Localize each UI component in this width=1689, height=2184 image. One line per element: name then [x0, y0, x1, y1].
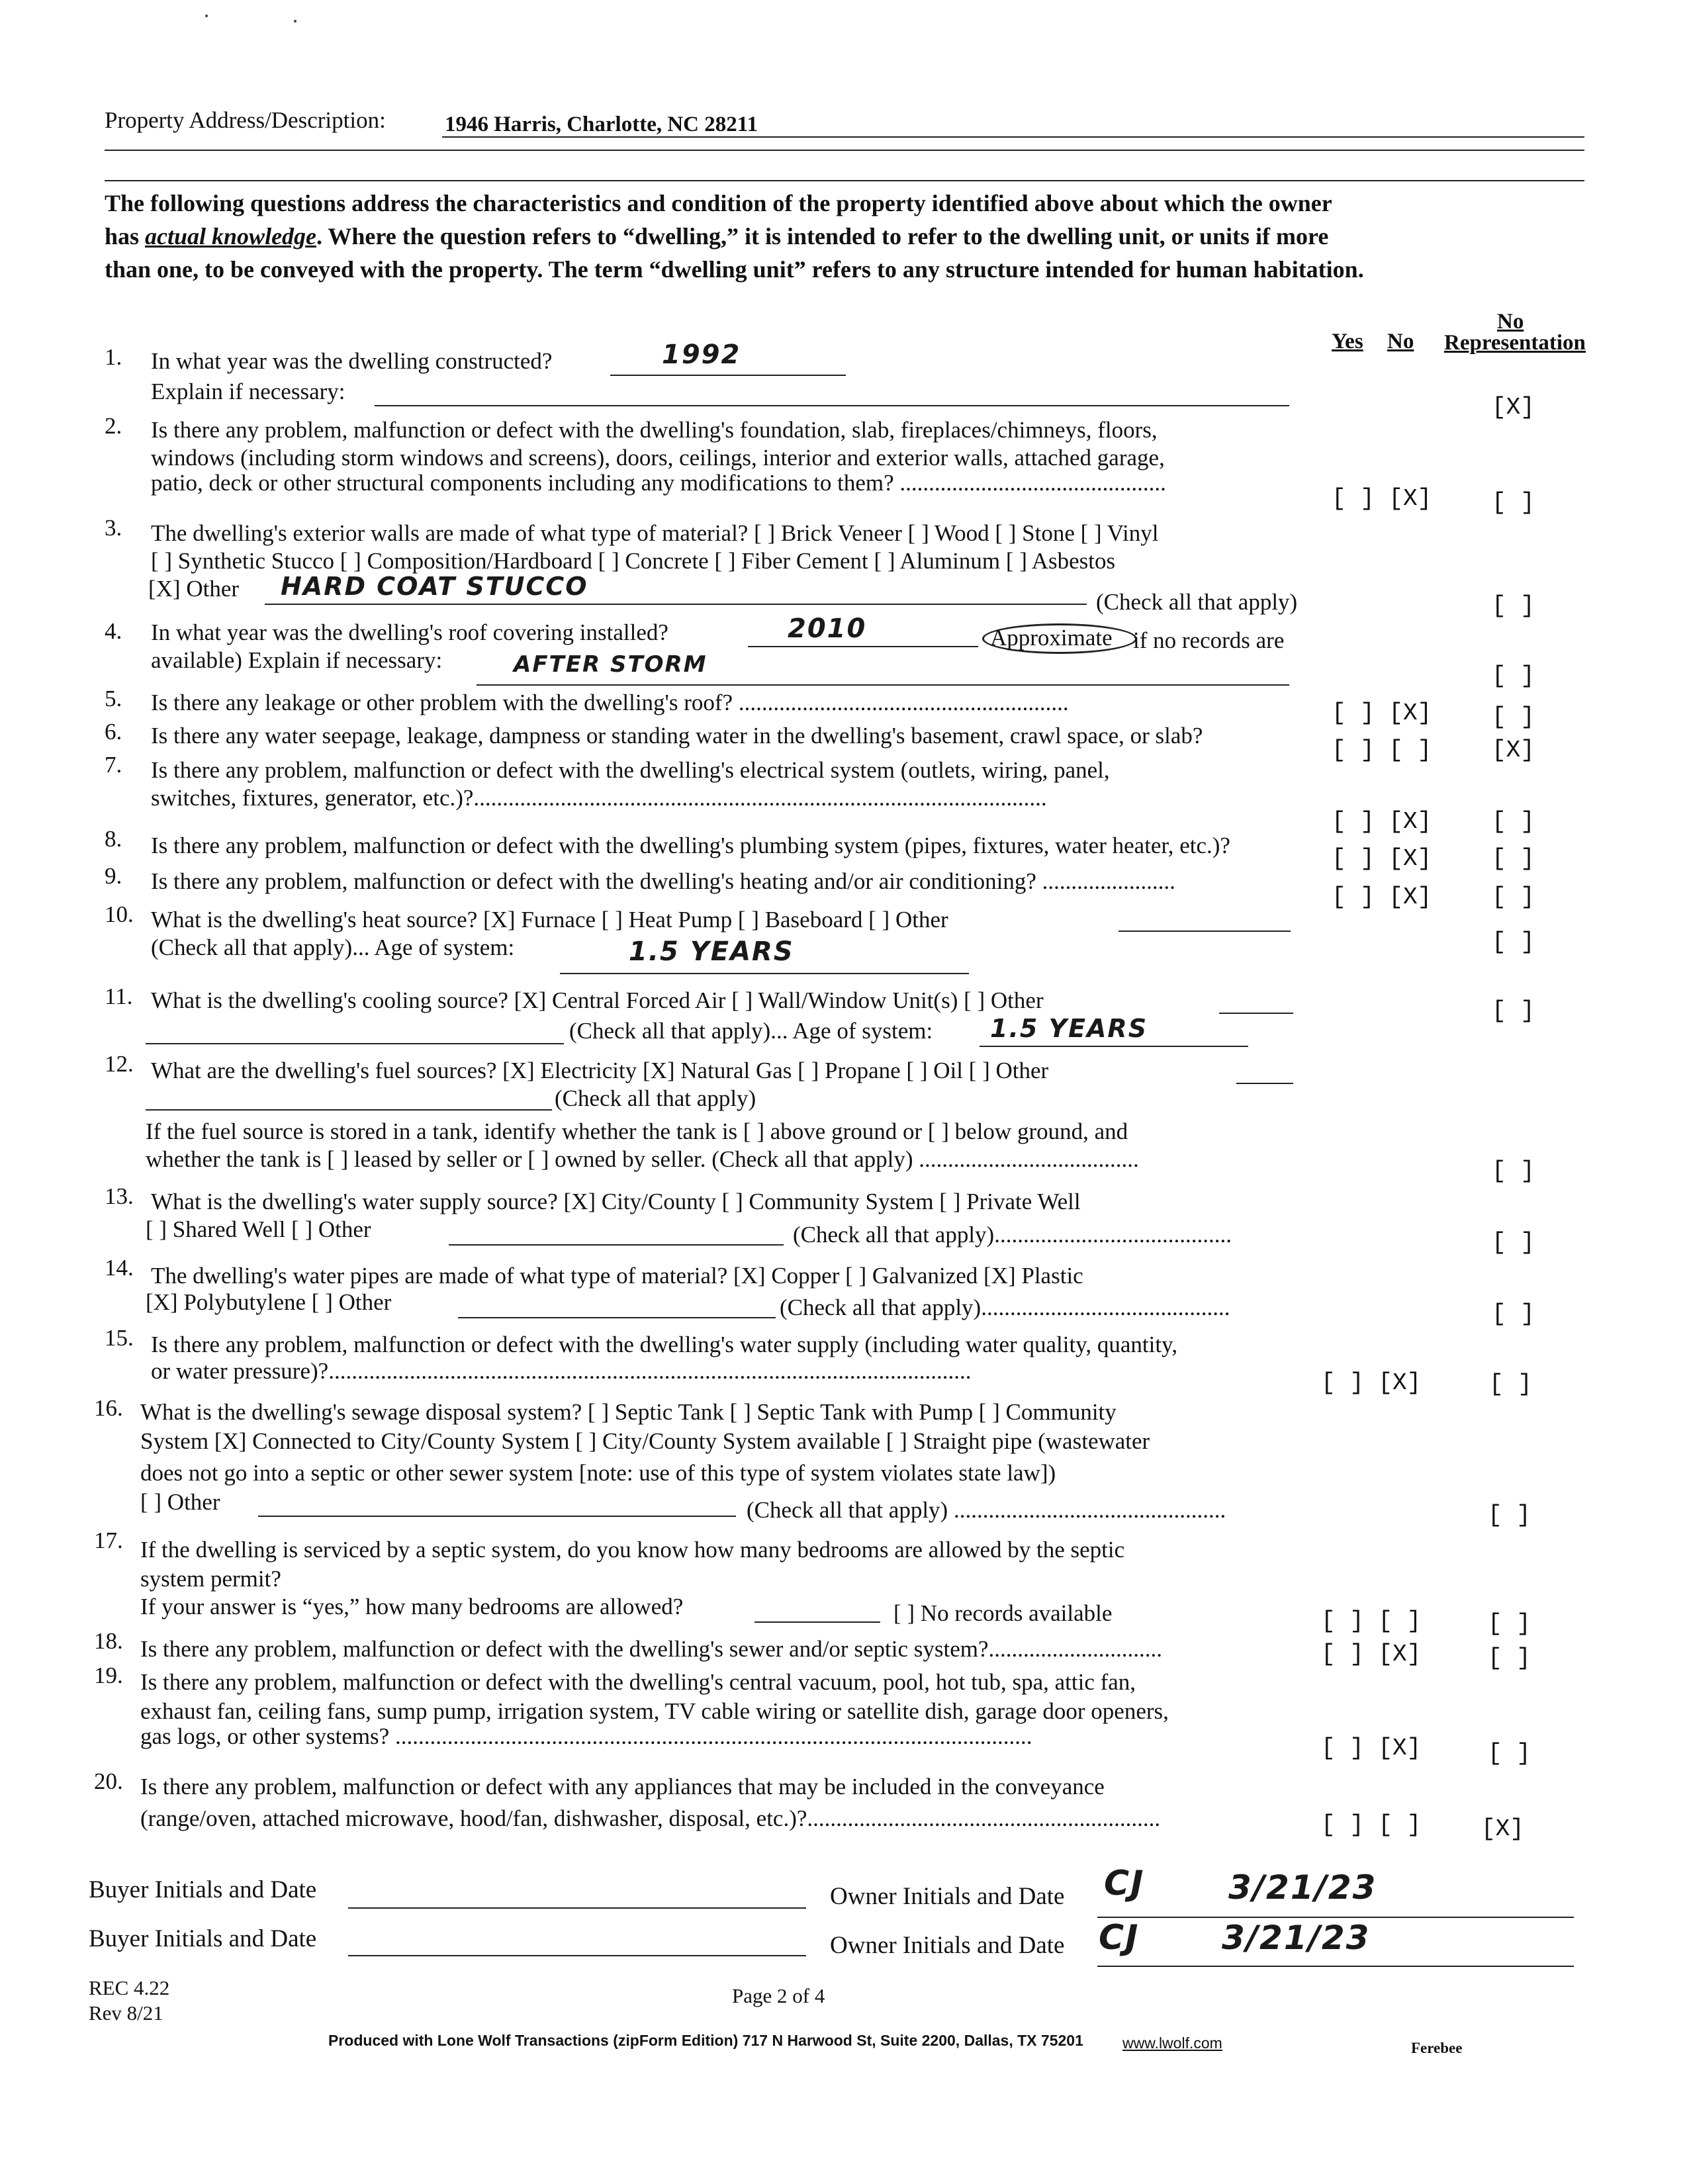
address-underline [442, 136, 1584, 138]
q19-no-rep-checkbox[interactable]: [ ] [1488, 1740, 1531, 1767]
q11-other-line [1219, 1013, 1293, 1014]
intro-line-2: has actual knowledge. Where the question refers to “dwelling,” it is intended to refer to the dwelling unit, or units if more [105, 223, 1329, 250]
q13-line-2a: [ ] Shared Well [ ] Other [146, 1216, 371, 1242]
q16-number: 16. [94, 1395, 123, 1421]
q4-year-line [748, 646, 978, 647]
q10-age-line [560, 973, 969, 974]
q18-text: Is there any problem, malfunction or defect with the dwelling's sewer and/or septic system?.............................. [140, 1636, 1162, 1662]
q12-line-4: whether the tank is [ ] leased by seller or [ ] owned by seller. (Check all that apply) ...................................... [146, 1146, 1139, 1172]
owner-initials-label-1: Owner Initials and Date [830, 1883, 1065, 1910]
q11-number: 11. [105, 983, 133, 1009]
owner-date-2: 3/21/23 [1222, 1919, 1371, 1957]
owner-initials-2: CJ [1099, 1918, 1140, 1958]
q10-line-2: (Check all that apply)... Age of system: [151, 934, 515, 960]
q13-line-2b: (Check all that apply)......................................... [793, 1222, 1232, 1248]
q11-age-answer: 1.5 YEARS [990, 1014, 1148, 1043]
q2-number: 2. [105, 413, 122, 439]
q16-line-3: does not go into a septic or other sewer system [note: use of this type of system violates state law]) [140, 1460, 1056, 1486]
scan-speck [294, 20, 297, 23]
q12-line-3: If the fuel source is stored in a tank, identify whether the tank is [ ] above ground or [ ] below ground, and [146, 1118, 1128, 1144]
q14-other-line [458, 1317, 776, 1318]
property-address-value: 1946 Harris, Charlotte, NC 28211 [445, 113, 758, 136]
q17-number: 17. [94, 1527, 123, 1553]
q17-bedrooms-line [754, 1621, 880, 1623]
q11-other-line-2 [146, 1043, 564, 1044]
q15-line-2: or water pressure)?............................................................................................................... [151, 1358, 972, 1384]
q2-line-2: windows (including storm windows and screens), doors, ceilings, interior and exterior walls, attached garage, [151, 445, 1165, 471]
q17-yes-no-checkbox[interactable]: [ ] [ ] [1321, 1608, 1422, 1635]
q1-answer: 1992 [662, 340, 741, 370]
q18-number: 18. [94, 1628, 123, 1654]
q3-no-rep-checkbox[interactable]: [ ] [1492, 592, 1535, 619]
q1-text: In what year was the dwelling constructed? [151, 348, 553, 374]
q1-number: 1. [105, 344, 122, 370]
col-no: No [1387, 330, 1414, 353]
q6-text: Is there any water seepage, leakage, dampness or standing water in the dwelling's basement, crawl space, or slab? [151, 723, 1203, 749]
header-rule-1 [105, 150, 1584, 151]
q15-line-1: Is there any problem, malfunction or defect with the dwelling's water supply (including water quality, quantity, [151, 1332, 1178, 1357]
q15-no-rep-checkbox[interactable]: [ ] [1489, 1371, 1532, 1398]
q13-number: 13. [105, 1183, 134, 1209]
owner-initials-1: CJ [1104, 1864, 1145, 1903]
q3-check-all: (Check all that apply) [1096, 589, 1298, 615]
q2-no-rep-checkbox[interactable]: [ ] [1492, 489, 1535, 516]
q6-number: 6. [105, 719, 122, 745]
q5-no-rep-checkbox[interactable]: [ ] [1492, 704, 1535, 731]
q3-line-1: The dwelling's exterior walls are made of what type of material? [ ] Brick Veneer [ ] Wood [ ] Stone [ ] Vinyl [151, 520, 1159, 546]
intro-line-1: The following questions address the characteristics and condition of the property identified above about which the owner [105, 190, 1332, 216]
q9-no-rep-checkbox[interactable]: [ ] [1492, 884, 1535, 911]
q16-line-2: System [X] Connected to City/County System [ ] City/County System available [ ] Straight pipe (wastewater [140, 1428, 1150, 1454]
col-no-rep-1: No [1497, 310, 1524, 334]
q7-number: 7. [105, 752, 122, 778]
q20-line-1: Is there any problem, malfunction or defect with any appliances that may be included in the conveyance [140, 1774, 1105, 1799]
q13-no-rep-checkbox[interactable]: [ ] [1492, 1229, 1535, 1256]
q14-number: 14. [105, 1255, 134, 1281]
q5-yes-no-checkbox[interactable]: [ ] [X] [1332, 700, 1432, 727]
q18-no-rep-checkbox[interactable]: [ ] [1488, 1645, 1531, 1672]
q10-no-rep-checkbox[interactable]: [ ] [1492, 929, 1535, 956]
q18-yes-no-checkbox[interactable]: [ ] [X] [1321, 1641, 1422, 1668]
q3-other-answer: HARD COAT STUCCO [281, 572, 588, 601]
q17-line-3b: [ ] No records available [893, 1600, 1113, 1626]
q4-no-rep-checkbox[interactable]: [ ] [1492, 662, 1535, 690]
q19-line-1: Is there any problem, malfunction or defect with the dwelling's central vacuum, pool, hot tub, spa, attic fan, [140, 1669, 1136, 1695]
q2-line-1: Is there any problem, malfunction or defect with the dwelling's foundation, slab, fireplaces/chimneys, floors, [151, 417, 1158, 443]
q3-other-checkbox[interactable]: [X] Other [148, 576, 240, 602]
q9-number: 9. [105, 863, 122, 889]
buyer-initials-label-2: Buyer Initials and Date [89, 1925, 317, 1952]
q4-number: 4. [105, 618, 122, 644]
q16-line-4b: (Check all that apply) ............................................... [747, 1497, 1226, 1523]
q4-approximate: Approximate [990, 625, 1113, 651]
q12-line-2: (Check all that apply) [555, 1085, 756, 1111]
q15-yes-no-checkbox[interactable]: [ ] [X] [1321, 1369, 1422, 1396]
q5-text: Is there any leakage or other problem with the dwelling's roof? ......................................................... [151, 690, 1069, 715]
q7-yes-no-checkbox[interactable]: [ ] [X] [1332, 808, 1432, 835]
q13-other-line [449, 1244, 784, 1246]
q6-no-rep-checkbox[interactable]: [X] [1492, 737, 1535, 764]
q16-line-4a: [ ] Other [140, 1489, 220, 1515]
q20-number: 20. [94, 1768, 123, 1794]
q14-line-2b: (Check all that apply)........................................... [780, 1295, 1230, 1320]
buyer-initials-label-1: Buyer Initials and Date [89, 1876, 317, 1903]
q16-other-line [258, 1516, 736, 1517]
q19-number: 19. [94, 1662, 123, 1688]
q9-text: Is there any problem, malfunction or defect with the dwelling's heating and/or air conditioning? ....................... [151, 868, 1175, 894]
q7-no-rep-checkbox[interactable]: [ ] [1492, 808, 1535, 835]
buyer-initials-line-2[interactable] [348, 1955, 806, 1956]
q7-line-2: switches, fixtures, generator, etc.)?................................................................................................... [151, 785, 1047, 811]
q19-line-3: gas logs, or other systems? .............................................................................................................. [140, 1723, 1032, 1749]
q12-other-line [1236, 1083, 1293, 1084]
produced-with: Produced with Lone Wolf Transactions (zipForm Edition) 717 N Harwood St, Suite 2200, Dallas, TX 75201 [328, 2032, 1083, 2049]
q12-other-line-2 [146, 1109, 552, 1111]
col-no-rep-2: Representation [1444, 331, 1586, 355]
q8-number: 8. [105, 826, 122, 852]
q4-line-1: In what year was the dwelling's roof covering installed? [151, 619, 668, 645]
q7-line-1: Is there any problem, malfunction or defect with the dwelling's electrical system (outlets, wiring, panel, [151, 757, 1110, 783]
q12-line-1: What are the dwelling's fuel sources? [X] Electricity [X] Natural Gas [ ] Propane [ ] Oil [ ] Other [151, 1058, 1049, 1083]
form-code: REC 4.22 [89, 1976, 170, 1999]
page-number: Page 2 of 4 [732, 1984, 825, 2007]
owner-initials-line-1[interactable] [1097, 1917, 1574, 1918]
col-yes: Yes [1332, 330, 1363, 353]
q4-year-answer: 2010 [788, 614, 867, 644]
q3-other-line [265, 604, 1087, 605]
q14-line-2a: [X] Polybutylene [ ] Other [146, 1289, 392, 1315]
form-revision: Rev 8/21 [89, 2001, 163, 2025]
q11-line-2: (Check all that apply)... Age of system: [569, 1018, 933, 1044]
q8-no-rep-checkbox[interactable]: [ ] [1492, 845, 1535, 872]
q11-line-1: What is the dwelling's cooling source? [X] Central Forced Air [ ] Wall/Window Unit(s) [ ] Other [151, 987, 1044, 1013]
intro-line-3: than one, to be conveyed with the property. The term “dwelling unit” refers to any structure intended for human habitation. [105, 256, 1364, 283]
q14-line-1: The dwelling's water pipes are made of what type of material? [X] Copper [ ] Galvanized [X] Plastic [151, 1263, 1083, 1289]
q17-line-3a: If your answer is “yes,” how many bedrooms are allowed? [140, 1594, 684, 1619]
q16-no-rep-checkbox[interactable]: [ ] [1488, 1502, 1531, 1529]
property-address-label: Property Address/Description: [105, 107, 386, 133]
q5-number: 5. [105, 686, 122, 711]
owner-date-1: 3/21/23 [1228, 1868, 1377, 1907]
q8-yes-no-checkbox[interactable]: [ ] [X] [1332, 845, 1432, 872]
q3-line-2: [ ] Synthetic Stucco [ ] Composition/Hardboard [ ] Concrete [ ] Fiber Cement [ ] Aluminum [ ] Asbestos [151, 548, 1116, 574]
q11-age-line [980, 1046, 1248, 1047]
q1-answer-line [610, 375, 846, 376]
q4-explain-answer: AFTER STORM [514, 651, 708, 678]
q16-line-1: What is the dwelling's sewage disposal system? [ ] Septic Tank [ ] Septic Tank with Pump [ ] Community [140, 1399, 1117, 1425]
q20-no-rep-checkbox[interactable]: [X] [1481, 1815, 1524, 1843]
owner-initials-line-2[interactable] [1097, 1966, 1574, 1967]
q17-line-2: system permit? [140, 1566, 281, 1592]
q9-yes-no-checkbox[interactable]: [ ] [X] [1332, 884, 1432, 911]
q17-no-rep-checkbox[interactable]: [ ] [1488, 1610, 1531, 1637]
actual-knowledge: actual knowledge [145, 223, 317, 250]
q19-yes-no-checkbox[interactable]: [ ] [X] [1321, 1735, 1422, 1762]
q1-explain: Explain if necessary: [151, 379, 345, 404]
q2-yes-no-checkbox[interactable]: [ ] [X] [1332, 485, 1432, 512]
q4-explain-line [477, 684, 1289, 686]
header-rule-2 [105, 180, 1584, 181]
q8-text: Is there any problem, malfunction or defect with the dwelling's plumbing system (pipes, fixtures, water heater, etc.)? [151, 833, 1230, 858]
q1-no-rep-checkbox[interactable]: [X] [1492, 394, 1535, 421]
q12-number: 12. [105, 1051, 134, 1077]
q15-number: 15. [105, 1325, 134, 1351]
q12-no-rep-checkbox[interactable]: [ ] [1492, 1158, 1535, 1185]
q4-line-2: available) Explain if necessary: [151, 647, 443, 673]
q11-no-rep-checkbox[interactable]: [ ] [1492, 997, 1535, 1024]
q14-no-rep-checkbox[interactable]: [ ] [1492, 1300, 1535, 1328]
q10-line-1: What is the dwelling's heat source? [X] Furnace [ ] Heat Pump [ ] Baseboard [ ] Other [151, 907, 948, 933]
q19-line-2: exhaust fan, ceiling fans, sump pump, irrigation system, TV cable wiring or satellite dish, garage door openers, [140, 1698, 1169, 1724]
lwolf-link[interactable]: www.lwolf.com [1122, 2034, 1222, 2052]
buyer-initials-line-1[interactable] [348, 1907, 806, 1909]
q10-number: 10. [105, 901, 134, 927]
scan-speck [205, 15, 208, 17]
owner-initials-label-2: Owner Initials and Date [830, 1932, 1065, 1959]
q6-yes-no-checkbox[interactable]: [ ] [ ] [1332, 737, 1432, 764]
q1-explain-line [375, 405, 1289, 406]
q2-line-3: patio, deck or other structural components including any modifications to them? .............................................. [151, 470, 1166, 496]
q20-yes-no-checkbox[interactable]: [ ] [ ] [1321, 1811, 1422, 1839]
q17-line-1: If the dwelling is serviced by a septic system, do you know how many bedrooms are allowed by the septic [140, 1537, 1125, 1563]
q13-line-1: What is the dwelling's water supply source? [X] City/County [ ] Community System [ ] Private Well [151, 1189, 1081, 1214]
footer-name: Ferebee [1411, 2040, 1463, 2056]
q10-other-line [1118, 931, 1291, 932]
q10-age-answer: 1.5 YEARS [629, 936, 794, 967]
q20-line-2: (range/oven, attached microwave, hood/fan, dishwasher, disposal, etc.)?............................................................. [140, 1805, 1161, 1831]
q4-if-no-records: if no records are [1133, 627, 1285, 653]
intro-paragraph [105, 187, 1584, 286]
q3-number: 3. [105, 515, 122, 541]
